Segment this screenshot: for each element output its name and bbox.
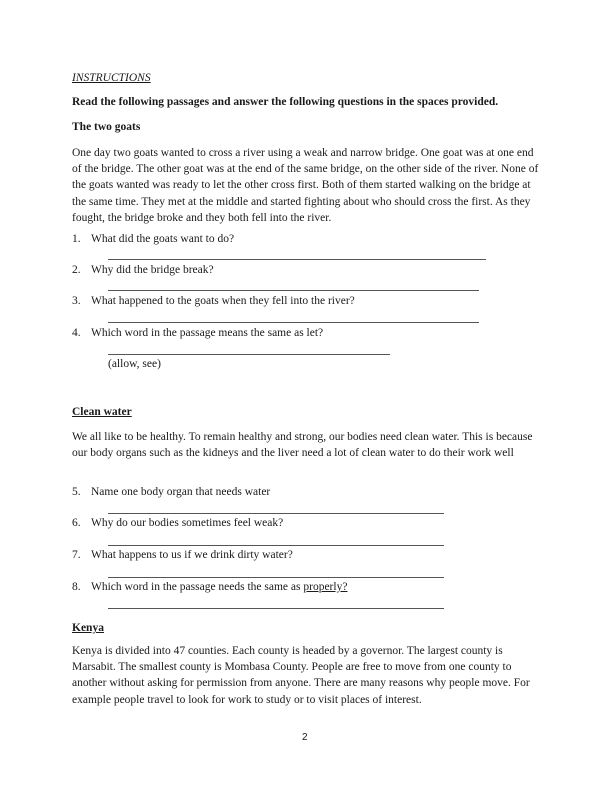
section-title-clean-water: Clean water — [72, 406, 132, 418]
passage-clean-water: We all like to be healthy. To remain healthy and strong, our bodies need clean water. This is because our body organs such as the kidneys and the liver need a lot of clean water to do their work well — [72, 431, 533, 460]
passage-kenya: Kenya is divided into 47 counties. Each county is headed by a governor. The largest county is Marsabit. The smallest county is Mombasa County. People are free to move from one county to another without asking for permission from anyone. There are many reasons why people move. For example people travel to look for work to study or to visit places of interest. — [72, 645, 530, 706]
answer-hint: (allow, see) — [108, 358, 161, 370]
question-number: 1. — [72, 233, 81, 245]
answer-line-6[interactable] — [108, 545, 444, 546]
answer-line-3[interactable] — [108, 322, 479, 323]
answer-line-1[interactable] — [108, 259, 486, 260]
question-text: What happened to the goats when they fell into the river? — [91, 295, 355, 307]
question-text: Which word in the passage needs the same as — [91, 581, 304, 593]
question-4 — [72, 327, 323, 339]
question-7 — [72, 549, 293, 561]
underlined-word: properly? — [303, 581, 348, 593]
question-number: 5. — [72, 486, 81, 498]
answer-line-2[interactable] — [108, 290, 479, 291]
question-text: Which word in the passage means the same as let? — [91, 327, 324, 339]
question-6 — [72, 517, 283, 529]
question-1 — [72, 233, 234, 245]
section-title-kenya: Kenya — [72, 622, 104, 634]
question-number: 8. — [72, 581, 81, 593]
question-text: Name one body organ that needs water — [91, 486, 271, 498]
answer-line-5[interactable] — [108, 513, 444, 514]
question-number: 4. — [72, 327, 81, 339]
question-8 — [72, 581, 347, 593]
instructions-label: INSTRUCTIONS — [72, 72, 151, 84]
page-number: 2 — [302, 732, 308, 743]
section-title-two-goats: The two goats — [72, 121, 141, 133]
question-text: Why do our bodies sometimes feel weak? — [91, 517, 284, 529]
question-2 — [72, 264, 214, 276]
answer-line-7[interactable] — [108, 577, 444, 578]
question-number: 3. — [72, 295, 81, 307]
question-text: What did the goats want to do? — [91, 233, 235, 245]
question-number: 6. — [72, 517, 81, 529]
passage-two-goats: One day two goats wanted to cross a river using a weak and narrow bridge. One goat was at one end of the bridge. The other goat was at the end of the same bridge, on the other side of the river. None of the goats wanted was ready to let the other cross first. Both of them started walking on the bridge at the same time. They met at the middle and started fighting about who should cross the first. As they fought, the bridge broke and they both fell into the river. — [72, 147, 539, 224]
instructions-text: Read the following passages and answer the following questions in the spaces provided. — [72, 96, 499, 108]
question-number: 2. — [72, 264, 81, 276]
answer-line-8[interactable] — [108, 608, 444, 609]
question-text: What happens to us if we drink dirty water? — [91, 549, 293, 561]
question-text: Why did the bridge break? — [91, 264, 214, 276]
question-3 — [72, 295, 355, 307]
question-5 — [72, 486, 270, 498]
question-number: 7. — [72, 549, 81, 561]
answer-line-4[interactable] — [108, 354, 390, 355]
